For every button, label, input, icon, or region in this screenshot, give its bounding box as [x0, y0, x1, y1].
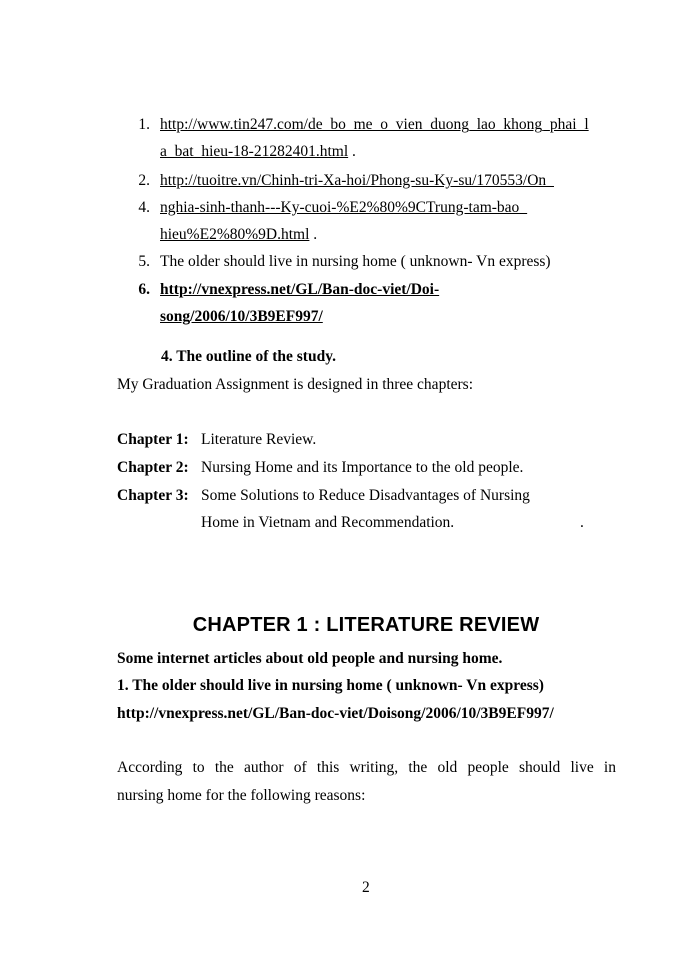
- paragraph-text: According to the author of this writing, the old people should live in: [117, 759, 616, 776]
- reference-suffix: .: [309, 226, 318, 243]
- list-number: 4.: [138, 199, 150, 216]
- reference-link[interactable]: http://tuoitre.vn/Chinh-tri-Xa-hoi/Phong-su-Ky-su/170553/On_: [160, 172, 554, 189]
- paragraph-line: [117, 759, 616, 777]
- page-number: 2: [362, 879, 370, 896]
- trailing-period: .: [580, 514, 584, 531]
- reference-link[interactable]: nghia-sinh-thanh---Ky-cuoi-%E2%80%9CTrung-tam-bao_: [160, 199, 528, 216]
- section-heading: 4. The outline of the study.: [161, 348, 336, 365]
- list-number: 1.: [138, 116, 150, 133]
- chapter-text: Literature Review.: [201, 431, 317, 448]
- list-number: 5.: [138, 253, 150, 270]
- paragraph-line: nursing home for the following reasons:: [117, 787, 366, 804]
- reference-text: The older should live in nursing home ( unknown- Vn express): [160, 253, 551, 270]
- article-url[interactable]: http://vnexpress.net/GL/Ban-doc-viet/Doisong/2006/10/3B9EF997/: [117, 705, 554, 722]
- chapter-label: Chapter 2:: [117, 459, 189, 476]
- reference-link[interactable]: http://www.tin247.com/de_bo_me_o_vien_duong_lao_khong_phai_l: [160, 116, 589, 133]
- reference-link[interactable]: a_bat_hieu-18-21282401.html: [160, 143, 349, 160]
- article-heading: 1. The older should live in nursing home ( unknown- Vn express): [117, 677, 544, 694]
- reference-link-cont[interactable]: [160, 226, 317, 244]
- chapter-text-cont: Home in Vietnam and Recommendation.: [201, 514, 455, 531]
- reference-suffix: .: [348, 143, 356, 160]
- list-number: 2.: [138, 172, 150, 189]
- reference-link[interactable]: hieu%E2%80%9D.html: [160, 226, 310, 243]
- chapter-text: Nursing Home and its Importance to the old people.: [201, 459, 524, 476]
- reference-link[interactable]: song/2006/10/3B9EF997/: [160, 308, 323, 325]
- chapter-subtitle: Some internet articles about old people and nursing home.: [117, 650, 503, 667]
- chapter-label: Chapter 3:: [117, 487, 189, 504]
- list-number: 6.: [138, 281, 150, 298]
- reference-link-cont[interactable]: [160, 143, 356, 161]
- chapter-label: Chapter 1:: [117, 431, 189, 448]
- chapter-title: CHAPTER 1 : LITERATURE REVIEW: [192, 614, 540, 636]
- chapter-text: Some Solutions to Reduce Disadvantages of Nursing: [201, 487, 530, 504]
- reference-link[interactable]: http://vnexpress.net/GL/Ban-doc-viet/Doi-: [160, 281, 440, 298]
- intro-text: My Graduation Assignment is designed in three chapters:: [117, 376, 474, 393]
